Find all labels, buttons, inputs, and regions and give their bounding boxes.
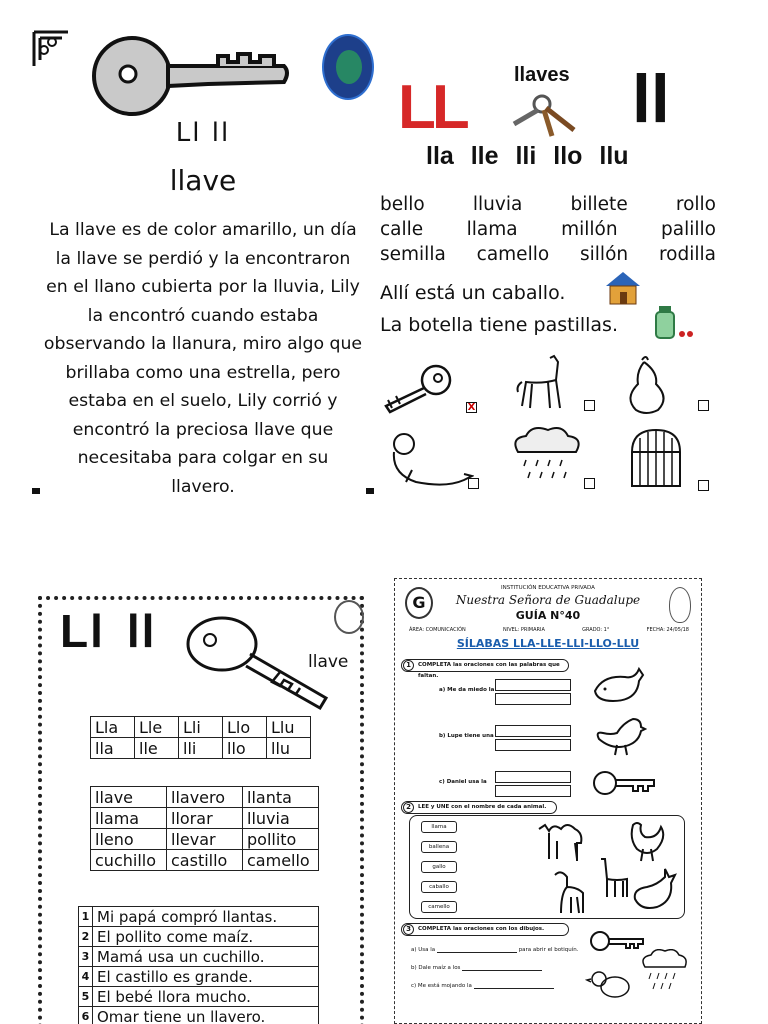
table-cell: llevar: [167, 829, 243, 850]
picture-birdcage: [626, 426, 718, 490]
sentence-start: c) Me está mojando la: [411, 983, 472, 989]
school-badge-icon: G: [405, 587, 433, 619]
answer-checkbox[interactable]: [584, 478, 595, 489]
word-row: [380, 242, 716, 267]
word: lluvia: [472, 194, 523, 215]
exercise-number: 3: [403, 924, 414, 935]
table-cell: llu: [267, 738, 311, 759]
row-number: 2: [79, 927, 93, 947]
word: billete: [570, 194, 628, 215]
reading-text: [32, 216, 374, 498]
word: calle: [380, 219, 424, 240]
letter-pair: Ll ll: [175, 118, 231, 148]
word-table: [90, 786, 319, 871]
birdcage-icon: [626, 426, 686, 492]
picture-key: [378, 358, 478, 422]
title-letters: [60, 604, 156, 658]
table-cell: llama: [91, 808, 167, 829]
instruction-text: LEE y UNE con el nombre de cada animal.: [418, 804, 547, 810]
llama-icon: [498, 354, 578, 414]
story-line: brillaba como una estrella, pero: [65, 362, 341, 383]
key-word: llave: [169, 164, 237, 197]
sentence-start: a) Usa la: [411, 947, 436, 953]
table-row: [91, 787, 319, 808]
school-seal-icon: [334, 600, 364, 634]
sentence-start: b) Dale maíz a los: [411, 965, 461, 971]
story-line: en el llano cubierta por la lluvia, Lily: [46, 277, 360, 297]
row-number: 5: [79, 987, 93, 1007]
blank-line[interactable]: [474, 988, 554, 989]
question-c: c) Daniel usa la: [439, 779, 487, 785]
word: llama: [466, 219, 518, 240]
animal-option[interactable]: ballena: [421, 841, 457, 853]
word: rollo: [675, 194, 716, 215]
sentence-cell: Mi papá compró llantas.: [93, 907, 319, 927]
big-uppercase-letters: LL: [398, 73, 466, 142]
picture-llama: [498, 354, 598, 418]
animal-option[interactable]: llama: [421, 821, 457, 833]
sentence-cell: Omar tiene un llavero.: [93, 1007, 319, 1024]
word: rodilla: [658, 244, 716, 265]
word-practice-panel: [378, 56, 718, 498]
keys-bunch-icon: [508, 90, 578, 140]
blank-line[interactable]: [462, 970, 542, 971]
corner-mark-icon: [366, 488, 374, 494]
table-cell: lluvia: [243, 808, 319, 829]
row-number: 3: [79, 947, 93, 967]
whale-icon: [591, 665, 645, 705]
pill-bottle-icon: [650, 304, 696, 340]
table-cell: llanta: [243, 787, 319, 808]
table-row: [79, 967, 319, 987]
corner-ornament-icon: [32, 30, 72, 70]
sentence-cell: El bebé llora mucho.: [93, 987, 319, 1007]
fill-sentence-b: [411, 965, 542, 971]
instruction-text: COMPLETA las oraciones con las palabras que faltan.: [418, 662, 560, 679]
worksheet-meta: [409, 627, 689, 633]
answer-checkbox[interactable]: [584, 400, 595, 411]
image-label: llaves: [514, 64, 570, 86]
answer-checkbox[interactable]: [698, 480, 709, 491]
answer-box[interactable]: [495, 725, 571, 737]
answer-box[interactable]: [495, 679, 571, 691]
sentence-cell: El pollito come maíz.: [93, 927, 319, 947]
table-cell: Llu: [267, 717, 311, 738]
corner-mark-icon: [32, 488, 40, 494]
story-line: necesitaba para colgar en su: [77, 448, 329, 468]
animal-option[interactable]: camello: [421, 901, 457, 913]
story-line: estaba en el suelo, Lily corrió y: [68, 391, 338, 411]
worksheet-panel: [394, 578, 702, 1024]
house-icon: [602, 268, 644, 308]
answer-checkbox[interactable]: [468, 478, 479, 489]
word: palillo: [661, 219, 716, 240]
question-a: a) Me da miedo la: [439, 687, 495, 693]
meta-level: NIVEL: PRIMARIA: [502, 627, 545, 633]
key-word: llave: [308, 652, 349, 672]
word-row: [380, 217, 716, 242]
table-cell: lleno: [91, 829, 167, 850]
picture-seal: [378, 430, 478, 494]
animal-option[interactable]: caballo: [421, 881, 457, 893]
answer-box[interactable]: [495, 771, 571, 783]
table-cell: lla: [91, 738, 135, 759]
table-row: [79, 987, 319, 1007]
table-row: [91, 850, 319, 871]
table-cell: pollito: [243, 829, 319, 850]
reading-panel: [32, 30, 374, 498]
story-line: La llave es de color amarillo, un día: [49, 220, 357, 240]
answer-checkbox[interactable]: [698, 400, 709, 411]
title-upper: Ll: [60, 605, 105, 657]
row-number: 1: [79, 907, 93, 927]
table-row: [79, 947, 319, 967]
story-line: llavero.: [171, 476, 235, 497]
exercise-1-instruction: [401, 659, 569, 679]
key-icon: [591, 767, 657, 801]
title-lower: ll: [126, 605, 157, 657]
meta-area: ÁREA: COMUNICACIÓN: [409, 627, 466, 633]
story-line: la llave se perdió y la encontraron: [55, 248, 351, 269]
chicken-icon: [589, 711, 647, 757]
story-line: observando la llanura, miro algo que: [43, 334, 363, 354]
sentence: La botella tiene pastillas.: [380, 314, 618, 336]
camel-icon: [535, 819, 593, 863]
key-icon: [88, 32, 294, 120]
table-cell: llorar: [167, 808, 243, 829]
exercise-number: 2: [403, 802, 414, 813]
guide-number: GUÍA N°40: [515, 609, 581, 622]
story-line: encontró la preciosa llave que: [72, 419, 334, 440]
table-cell: camello: [243, 850, 319, 871]
key-icon: [378, 358, 458, 418]
meta-date: FECHA: 24/05/18: [646, 627, 689, 633]
exercise-2-instruction: [401, 801, 557, 814]
worksheet-heading: SÍLABAS LLA-LLE-LLI-LLO-LLU: [456, 637, 640, 650]
school-name: Nuestra Señora de Guadalupe: [455, 593, 641, 607]
syllable-table: [90, 716, 311, 759]
table-cell: llavero: [167, 787, 243, 808]
table-cell: Lli: [179, 717, 223, 738]
chick-icon: [585, 967, 635, 1003]
table-row: [79, 1007, 319, 1024]
table-cell: lli: [179, 738, 223, 759]
table-cell: cuchillo: [91, 850, 167, 871]
story-line: la encontró cuando estaba: [87, 305, 319, 326]
table-row: [91, 738, 311, 759]
word-list: [380, 192, 716, 267]
sentence-cell: Mamá usa un cuchillo.: [93, 947, 319, 967]
syllable-table-panel: [34, 592, 370, 1024]
table-row: [91, 808, 319, 829]
table-cell: castillo: [167, 850, 243, 871]
school-logo-icon: [322, 34, 374, 100]
word: semilla: [380, 244, 446, 265]
fill-sentence-a: [411, 947, 579, 953]
word: bello: [380, 194, 425, 215]
instruction-text: COMPLETA las oraciones con los dibujos.: [418, 926, 545, 932]
sentence-table: [78, 906, 319, 1024]
whale-icon: [631, 865, 679, 913]
llama-icon: [595, 855, 635, 899]
pear-icon: [612, 354, 692, 416]
word: millón: [561, 219, 618, 240]
table-cell: lle: [135, 738, 179, 759]
word: sillón: [580, 244, 629, 265]
exercise-number: 1: [403, 660, 414, 671]
blank-line[interactable]: [437, 952, 517, 953]
sentence-cell: El castillo es grande.: [93, 967, 319, 987]
table-cell: Lla: [91, 717, 135, 738]
row-number: 6: [79, 1007, 93, 1024]
question-b: b) Lupe tiene una: [439, 733, 494, 739]
table-cell: llave: [91, 787, 167, 808]
picture-pear: [612, 354, 712, 418]
rain-cloud-icon: [508, 426, 588, 490]
sentence: Allí está un caballo.: [380, 282, 566, 304]
syllable-row: lla lle lli llo llu: [426, 142, 629, 170]
meta-grade: GRADO: 1°: [582, 627, 610, 633]
big-lowercase-letters: ll: [632, 61, 670, 137]
answer-box[interactable]: [495, 693, 571, 705]
table-row: [79, 907, 319, 927]
fill-sentence-c: [411, 983, 554, 989]
table-row: [79, 927, 319, 947]
word: camello: [476, 244, 550, 265]
exercise-3-instruction: [401, 923, 569, 936]
sentence-end: para abrir el botiquín.: [518, 947, 579, 953]
horse-icon: [549, 869, 589, 915]
answer-box[interactable]: [495, 739, 571, 751]
virgin-image-icon: [669, 587, 691, 623]
rain-cloud-icon: [639, 949, 689, 993]
school-type: INSTITUCIÓN EDUCATIVA PRIVADA: [501, 585, 595, 591]
answer-checkbox[interactable]: X: [467, 402, 476, 413]
table-row: [91, 829, 319, 850]
row-number: 4: [79, 967, 93, 987]
answer-box[interactable]: [495, 785, 571, 797]
seal-icon: [378, 430, 474, 490]
table-cell: llo: [223, 738, 267, 759]
table-cell: Llo: [223, 717, 267, 738]
picture-rain-cloud: [508, 426, 608, 490]
word-row: [380, 192, 716, 217]
table-cell: Lle: [135, 717, 179, 738]
animal-option[interactable]: gallo: [421, 861, 457, 873]
table-row: [91, 717, 311, 738]
